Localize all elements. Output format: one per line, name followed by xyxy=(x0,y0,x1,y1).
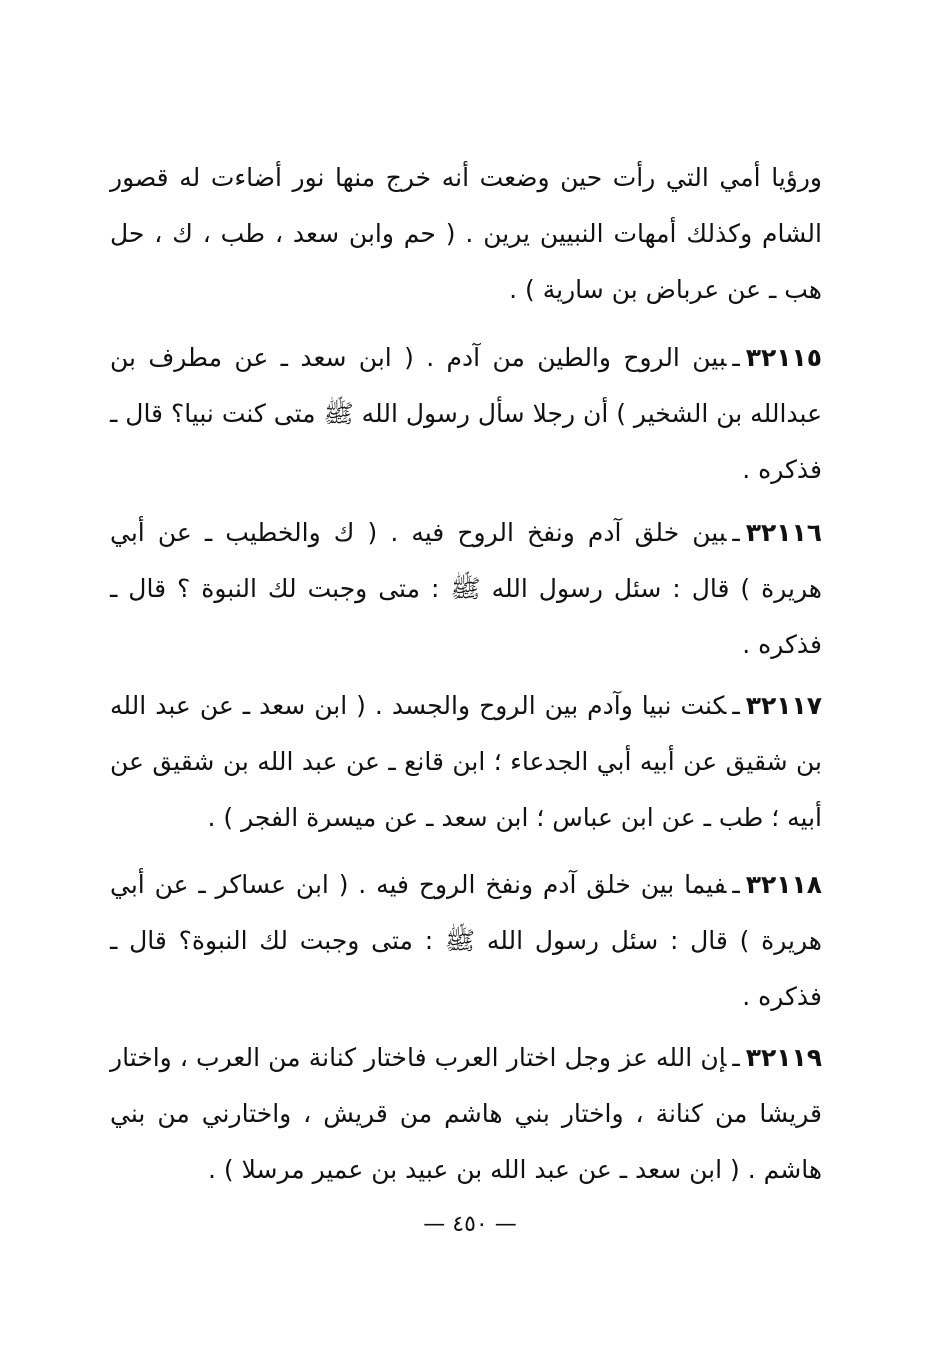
entry-dash: ـ xyxy=(732,343,740,372)
entry-number: ٣٢١١٥ xyxy=(745,343,822,372)
entry-number: ٣٢١١٨ xyxy=(745,870,822,899)
hadith-entry xyxy=(110,678,822,846)
entry-text: كنت نبيا وآدم بين الروح والجسد . ( ابن سعد ـ عن عبد الله بن شقيق عن أبيه أبي الجدعاء ؛ ابن قانع ـ عن عبد الله بن شقيق عن أبيه ؛ طب ـ عن ابن عباس ؛ ابن سعد ـ عن ميسرة الفجر ) . xyxy=(110,691,822,832)
entry-number: ٣٢١١٧ xyxy=(745,691,822,720)
entry-dash: ـ xyxy=(732,1043,740,1072)
hadith-entry xyxy=(110,505,822,673)
entry-text: فيما بين خلق آدم ونفخ الروح فيه . ( ابن عساكر ـ عن أبي هريرة ) قال : سئل رسول الله ﷺ : متى وجبت لك النبوة؟ قال ـ فذكره . xyxy=(110,870,822,1011)
hadith-entry xyxy=(110,857,822,1025)
hadith-entry xyxy=(110,1030,822,1198)
entry-number: ٣٢١١٦ xyxy=(745,518,822,547)
entry-dash: ـ xyxy=(732,870,740,899)
entry-dash: ـ xyxy=(732,518,740,547)
entry-dash: ـ xyxy=(732,691,740,720)
entry-number: ٣٢١١٩ xyxy=(745,1043,822,1072)
entry-text: بين الروح والطين من آدم . ( ابن سعد ـ عن مطرف بن عبدالله بن الشخير ) أن رجلا سأل رسول الله ﷺ متى كنت نبيا؟ قال ـ فذكره . xyxy=(110,343,822,484)
continuation-paragraph: ورؤيا أمي التي رأت حين وضعت أنه خرج منها نور أضاءت له قصور الشام وكذلك أمهات النبيين يرين . ( حم وابن سعد ، طب ، ك ، حل هب ـ عن عرباض بن سارية ) . xyxy=(110,163,822,304)
entry-text: إن الله عز وجل اختار العرب فاختار كنانة من العرب ، واختار قريشا من كنانة ، واختار بني هاشم من قريش ، واختارني من بني هاشم . ( ابن سعد ـ عن عبد الله بن عبيد بن عمير مرسلا ) . xyxy=(110,1043,822,1184)
hadith-entry xyxy=(110,330,822,498)
entry-text: بين خلق آدم ونفخ الروح فيه . ( ك والخطيب ـ عن أبي هريرة ) قال : سئل رسول الله ﷺ : متى وجبت لك النبوة ؟ قال ـ فذكره . xyxy=(110,518,822,659)
page-number: — ٤٥٠ — xyxy=(423,1212,517,1237)
